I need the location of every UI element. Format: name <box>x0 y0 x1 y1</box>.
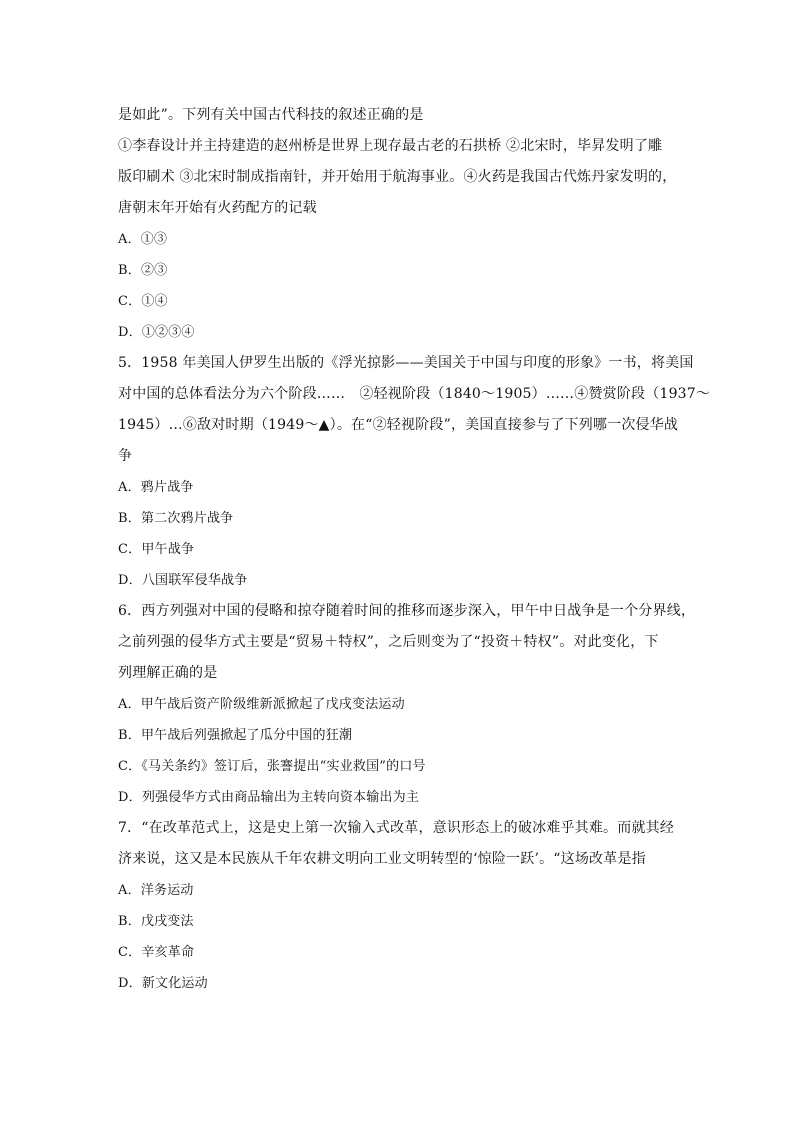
question-7-option-a: A．洋务运动 <box>118 883 194 898</box>
question-7-stem-line: 7．“在改革范式上，这是史上第一次输入式改革，意识形态上的破冰难乎其难。而就其经 <box>118 820 675 836</box>
question-5-stem-line: 争 <box>118 448 133 464</box>
question-4-stem-line: 版印刷术 ③北宋时制成指南针，并开始用于航海事业。④火药是我国古代炼丹家发明的， <box>118 169 677 185</box>
question-5-option-a: A．鸦片战争 <box>118 480 194 495</box>
question-6-option-d: D．列强侵华方式由商品输出为主转向资本输出为主 <box>118 790 420 805</box>
question-5-stem-line: 对中国的总体看法分为六个阶段…… ②轻视阶段（1840～1905）……④赞赏阶段（1937～ <box>118 386 711 402</box>
question-5-option-c: C．甲午战争 <box>118 542 195 557</box>
question-4 <box>118 100 678 348</box>
question-4-stem-line: ①李春设计并主持建造的赵州桥是世界上现存最古老的石拱桥 ②北宋时，毕昇发明了雕 <box>118 138 663 154</box>
question-5 <box>118 348 711 596</box>
question-7-option-c: C．辛亥革命 <box>118 945 195 960</box>
question-5-option-b: B．第二次鸦片战争 <box>118 511 234 526</box>
question-4-option-a: A．①③ <box>118 232 168 247</box>
exam-page <box>118 100 711 999</box>
question-4-option-d: D．①②③④ <box>118 325 195 340</box>
question-4-stem-line: 是如此”。下列有关中国古代科技的叙述正确的是 <box>118 107 424 123</box>
question-6 <box>118 596 696 813</box>
question-4-option-b: B．②③ <box>118 263 168 278</box>
question-4-stem-line: 唐朝末年开始有火药配方的记载 <box>118 200 317 216</box>
question-7-option-d: D．新文化运动 <box>118 976 208 991</box>
question-7 <box>118 813 678 999</box>
question-6-stem-line: 列理解正确的是 <box>118 665 218 681</box>
question-6-stem-line: 之前列强的侵华方式主要是“贸易＋特权”，之后则变为了“投资＋特权”。对此变化，下 <box>118 634 659 650</box>
question-6-stem-line: 6．西方列强对中国的侵略和掠夺随着时间的推移而逐步深入，甲午中日战争是一个分界线， <box>118 603 696 619</box>
question-6-option-b: B．甲午战后列强掀起了瓜分中国的狂潮 <box>118 728 353 743</box>
question-6-option-c: C．《马关条约》签订后，张謇提出“实业救国”的口号 <box>118 759 426 774</box>
question-7-stem-line: 济来说，这又是本民族从千年农耕文明向工业文明转型的‘惊险一跃’。“这场改革是指 <box>118 851 646 867</box>
question-5-stem-line: 1945）…⑥敌对时期（1949～▲）。在“②轻视阶段”，美国直接参与了下列哪一次侵华战 <box>118 417 679 433</box>
question-5-option-d: D．八国联军侵华战争 <box>118 573 248 588</box>
question-7-option-b: B．戊戌变法 <box>118 914 194 929</box>
question-6-option-a: A．甲午战后资产阶级维新派掀起了戊戌变法运动 <box>118 697 405 712</box>
question-4-option-c: C．①④ <box>118 294 168 309</box>
question-5-stem-line: 5．1958 年美国人伊罗生出版的《浮光掠影——美国关于中国与印度的形象》一书，将美国 <box>118 355 694 371</box>
